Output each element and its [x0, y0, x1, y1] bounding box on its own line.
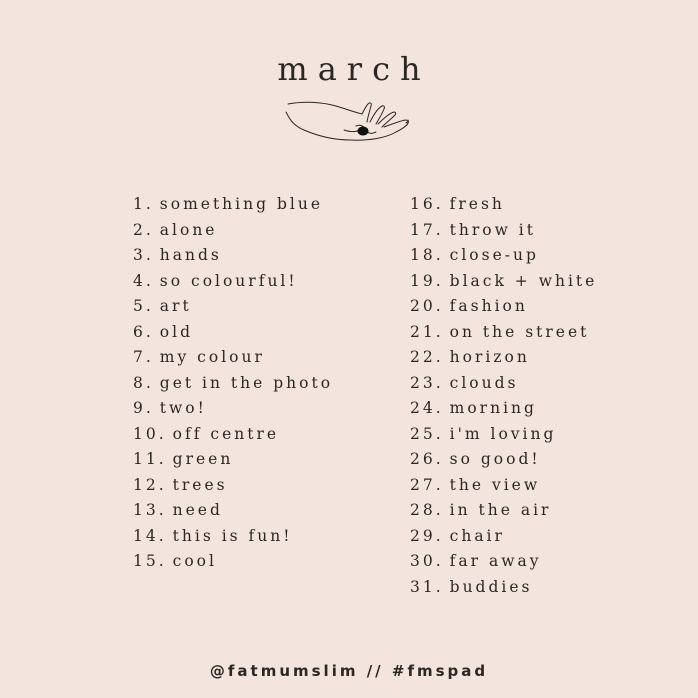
list-item [410, 371, 597, 397]
list-item [410, 473, 597, 499]
list-item-number: 1. [133, 195, 154, 213]
list-item-text: my colour [159, 348, 265, 366]
list-item-text: far away [449, 552, 542, 570]
list-item [410, 269, 597, 295]
list-item-number: 13. [133, 501, 167, 519]
list-item [133, 447, 333, 473]
list-item [133, 549, 333, 575]
list-item-text: get in the photo [159, 373, 334, 392]
list-item [133, 243, 333, 269]
list-item [133, 422, 333, 448]
list-item-number: 25. [410, 424, 444, 443]
list-item-number: 21. [410, 322, 444, 341]
list-item [133, 218, 333, 244]
list-item-text: trees [172, 475, 228, 494]
list-item-text: in the air [449, 501, 552, 519]
list-item-text: off centre [172, 424, 280, 443]
list-item-text: black + white [449, 271, 598, 290]
list-item-number: 4. [133, 271, 154, 290]
list-item [133, 371, 333, 397]
list-item-text: chair [449, 526, 505, 545]
list-item [410, 345, 597, 371]
list-item-number: 14. [133, 526, 167, 545]
list-item-number: 11. [133, 450, 167, 468]
list-item-number: 8. [133, 373, 154, 392]
list-item-number: 2. [133, 220, 154, 239]
list-item [133, 269, 333, 295]
list-item [410, 294, 597, 320]
list-item-number: 10. [133, 424, 167, 443]
list-item-number: 26. [410, 450, 444, 468]
list-item-text: this is fun! [172, 526, 293, 545]
list-item-number: 17. [410, 220, 444, 239]
list-item-number: 23. [410, 373, 444, 392]
list-item-number: 5. [133, 297, 154, 315]
prompt-list-left [133, 192, 333, 575]
list-item [410, 396, 597, 422]
list-item [410, 320, 597, 346]
page-title: march [277, 50, 431, 88]
list-item-text: fresh [449, 195, 505, 213]
list-item-number: 30. [410, 552, 444, 570]
list-item [410, 575, 597, 601]
list-item [133, 192, 333, 218]
list-item-number: 12. [133, 475, 167, 494]
list-item-number: 16. [410, 195, 444, 213]
list-item-number: 22. [410, 348, 444, 366]
list-item-text: close-up [449, 246, 539, 264]
list-item [410, 243, 597, 269]
list-item [410, 524, 597, 550]
list-item-text: need [172, 501, 223, 519]
list-item [410, 498, 597, 524]
list-item-number: 24. [410, 399, 444, 417]
list-item [410, 422, 597, 448]
footer-handles: @fatmumslim // #fmspad [209, 662, 489, 680]
list-item-number: 6. [133, 322, 154, 341]
list-item-number: 3. [133, 246, 154, 264]
list-item-text: morning [449, 399, 537, 417]
list-item-number: 20. [410, 297, 444, 315]
list-item [133, 294, 333, 320]
list-item-text: so colourful! [159, 271, 298, 290]
list-item-text: horizon [449, 348, 530, 366]
list-item [133, 498, 333, 524]
list-item-number: 7. [133, 348, 154, 366]
list-item [133, 473, 333, 499]
list-item [410, 549, 597, 575]
list-item-text: two! [159, 399, 207, 417]
list-item [410, 447, 597, 473]
list-item [133, 524, 333, 550]
list-item-text: so good! [449, 450, 541, 468]
list-item-text: art [159, 297, 192, 315]
prompt-list-right [410, 192, 597, 600]
list-item-text: green [172, 450, 234, 468]
list-item [410, 192, 597, 218]
list-item-number: 15. [133, 552, 167, 570]
list-item [410, 218, 597, 244]
list-item-number: 31. [410, 577, 444, 596]
list-item-text: fashion [449, 297, 528, 315]
list-item-number: 18. [410, 246, 444, 264]
list-item-text: i'm loving [449, 424, 557, 443]
list-item-number: 29. [410, 526, 444, 545]
list-item-text: on the street [449, 322, 590, 341]
list-item [133, 345, 333, 371]
list-item-text: throw it [449, 220, 536, 239]
list-item [133, 396, 333, 422]
list-item-text: buddies [449, 577, 533, 596]
list-item-text: something blue [159, 195, 323, 213]
list-item-number: 27. [410, 475, 444, 494]
list-item-text: alone [159, 220, 218, 239]
open-hand-with-ring-icon [284, 100, 414, 150]
list-item-text: hands [159, 246, 222, 264]
list-item-number: 19. [410, 271, 444, 290]
list-item-text: the view [449, 475, 541, 494]
list-item-text: cool [172, 552, 217, 570]
list-item-text: clouds [449, 373, 519, 392]
list-item-text: old [159, 322, 194, 341]
list-item-number: 28. [410, 501, 444, 519]
list-item-number: 9. [133, 399, 154, 417]
list-item [133, 320, 333, 346]
